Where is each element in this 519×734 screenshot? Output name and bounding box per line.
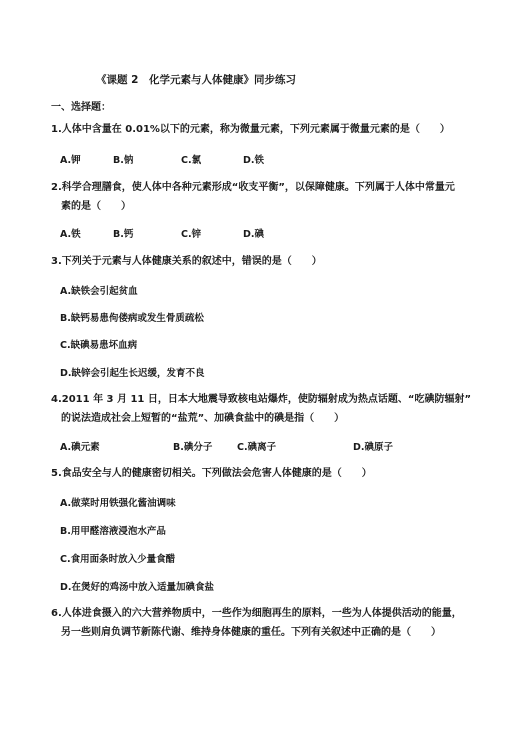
question-3-text: 3.下列关于元素与人体健康关系的叙述中，错误的是（ ）: [51, 256, 322, 267]
question-5: [51, 464, 471, 483]
option-c: C.碘离子: [237, 442, 277, 453]
question-2: [51, 178, 471, 216]
option-b: B.钠: [113, 155, 134, 166]
question-3: [51, 252, 471, 271]
option-a: A.铁: [60, 229, 81, 240]
question-2-text-line-1: 2.科学合理膳食，使人体中各种元素形成“收支平衡”，以保障健康。下列属于人体中常量元: [51, 182, 455, 193]
option-d: D.碘原子: [353, 442, 393, 453]
question-1-text: 1.人体中含量在 0.01%以下的元素，称为微量元素，下列元素属于微量元素的是（ ）: [51, 124, 450, 135]
question-3-option-b: B.缺钙易患佝偻病或发生骨质疏松: [60, 313, 204, 324]
option-b: B.钙: [113, 229, 134, 240]
question-2-options: [60, 226, 500, 242]
question-2-text-line-2: 素的是（ ）: [61, 201, 131, 212]
question-1-options: [60, 152, 500, 168]
option-a: A.钾: [60, 155, 81, 166]
question-4-text-line-2: 的说法造成社会上短暂的“盐荒”、加碘食盐中的碘是指（ ）: [61, 413, 345, 424]
question-6-text-line-1: 6.人体进食摄入的六大营养物质中，一些作为细胞再生的原料，一些为人体提供活动的能量，: [51, 608, 462, 619]
option-a: A.碘元素: [60, 442, 100, 453]
document-title: 《课题 2 化学元素与人体健康》同步练习: [96, 74, 296, 86]
question-5-option-d: D.在煲好的鸡汤中放入适量加碘食盐: [60, 582, 214, 593]
question-4: [51, 390, 471, 428]
question-5-text: 5.食品安全与人的健康密切相关。下列做法会危害人体健康的是（ ）: [51, 468, 372, 479]
option-d: D.碘: [243, 229, 264, 240]
question-4-text-line-1: 4.2011 年 3 月 11 日，日本大地震导致核电站爆炸，使防辐射成为热点话题、“吃碘防辐射”: [51, 394, 472, 405]
question-1: [51, 120, 471, 139]
option-b: B.碘分子: [173, 442, 213, 453]
question-5-option-a: A.做菜时用铁强化酱油调味: [60, 498, 176, 509]
section-heading: 一、选择题：: [51, 102, 111, 113]
question-3-option-a: A.缺铁会引起贫血: [60, 286, 138, 297]
question-4-options: [60, 439, 500, 455]
option-c: C.氯: [181, 155, 202, 166]
question-6-text-line-2: 另一些则肩负调节新陈代谢、维持身体健康的重任。下列有关叙述中正确的是（ ）: [61, 627, 441, 638]
question-6: [51, 604, 471, 642]
option-d: D.铁: [243, 155, 264, 166]
question-5-option-b: B.用甲醛溶液浸泡水产品: [60, 526, 166, 537]
question-3-option-c: C.缺碘易患坏血病: [60, 340, 138, 351]
question-3-option-d: D.缺锌会引起生长迟缓，发育不良: [60, 368, 205, 379]
question-5-option-c: C.食用面条时放入少量食醋: [60, 554, 176, 565]
option-c: C.锌: [181, 229, 202, 240]
